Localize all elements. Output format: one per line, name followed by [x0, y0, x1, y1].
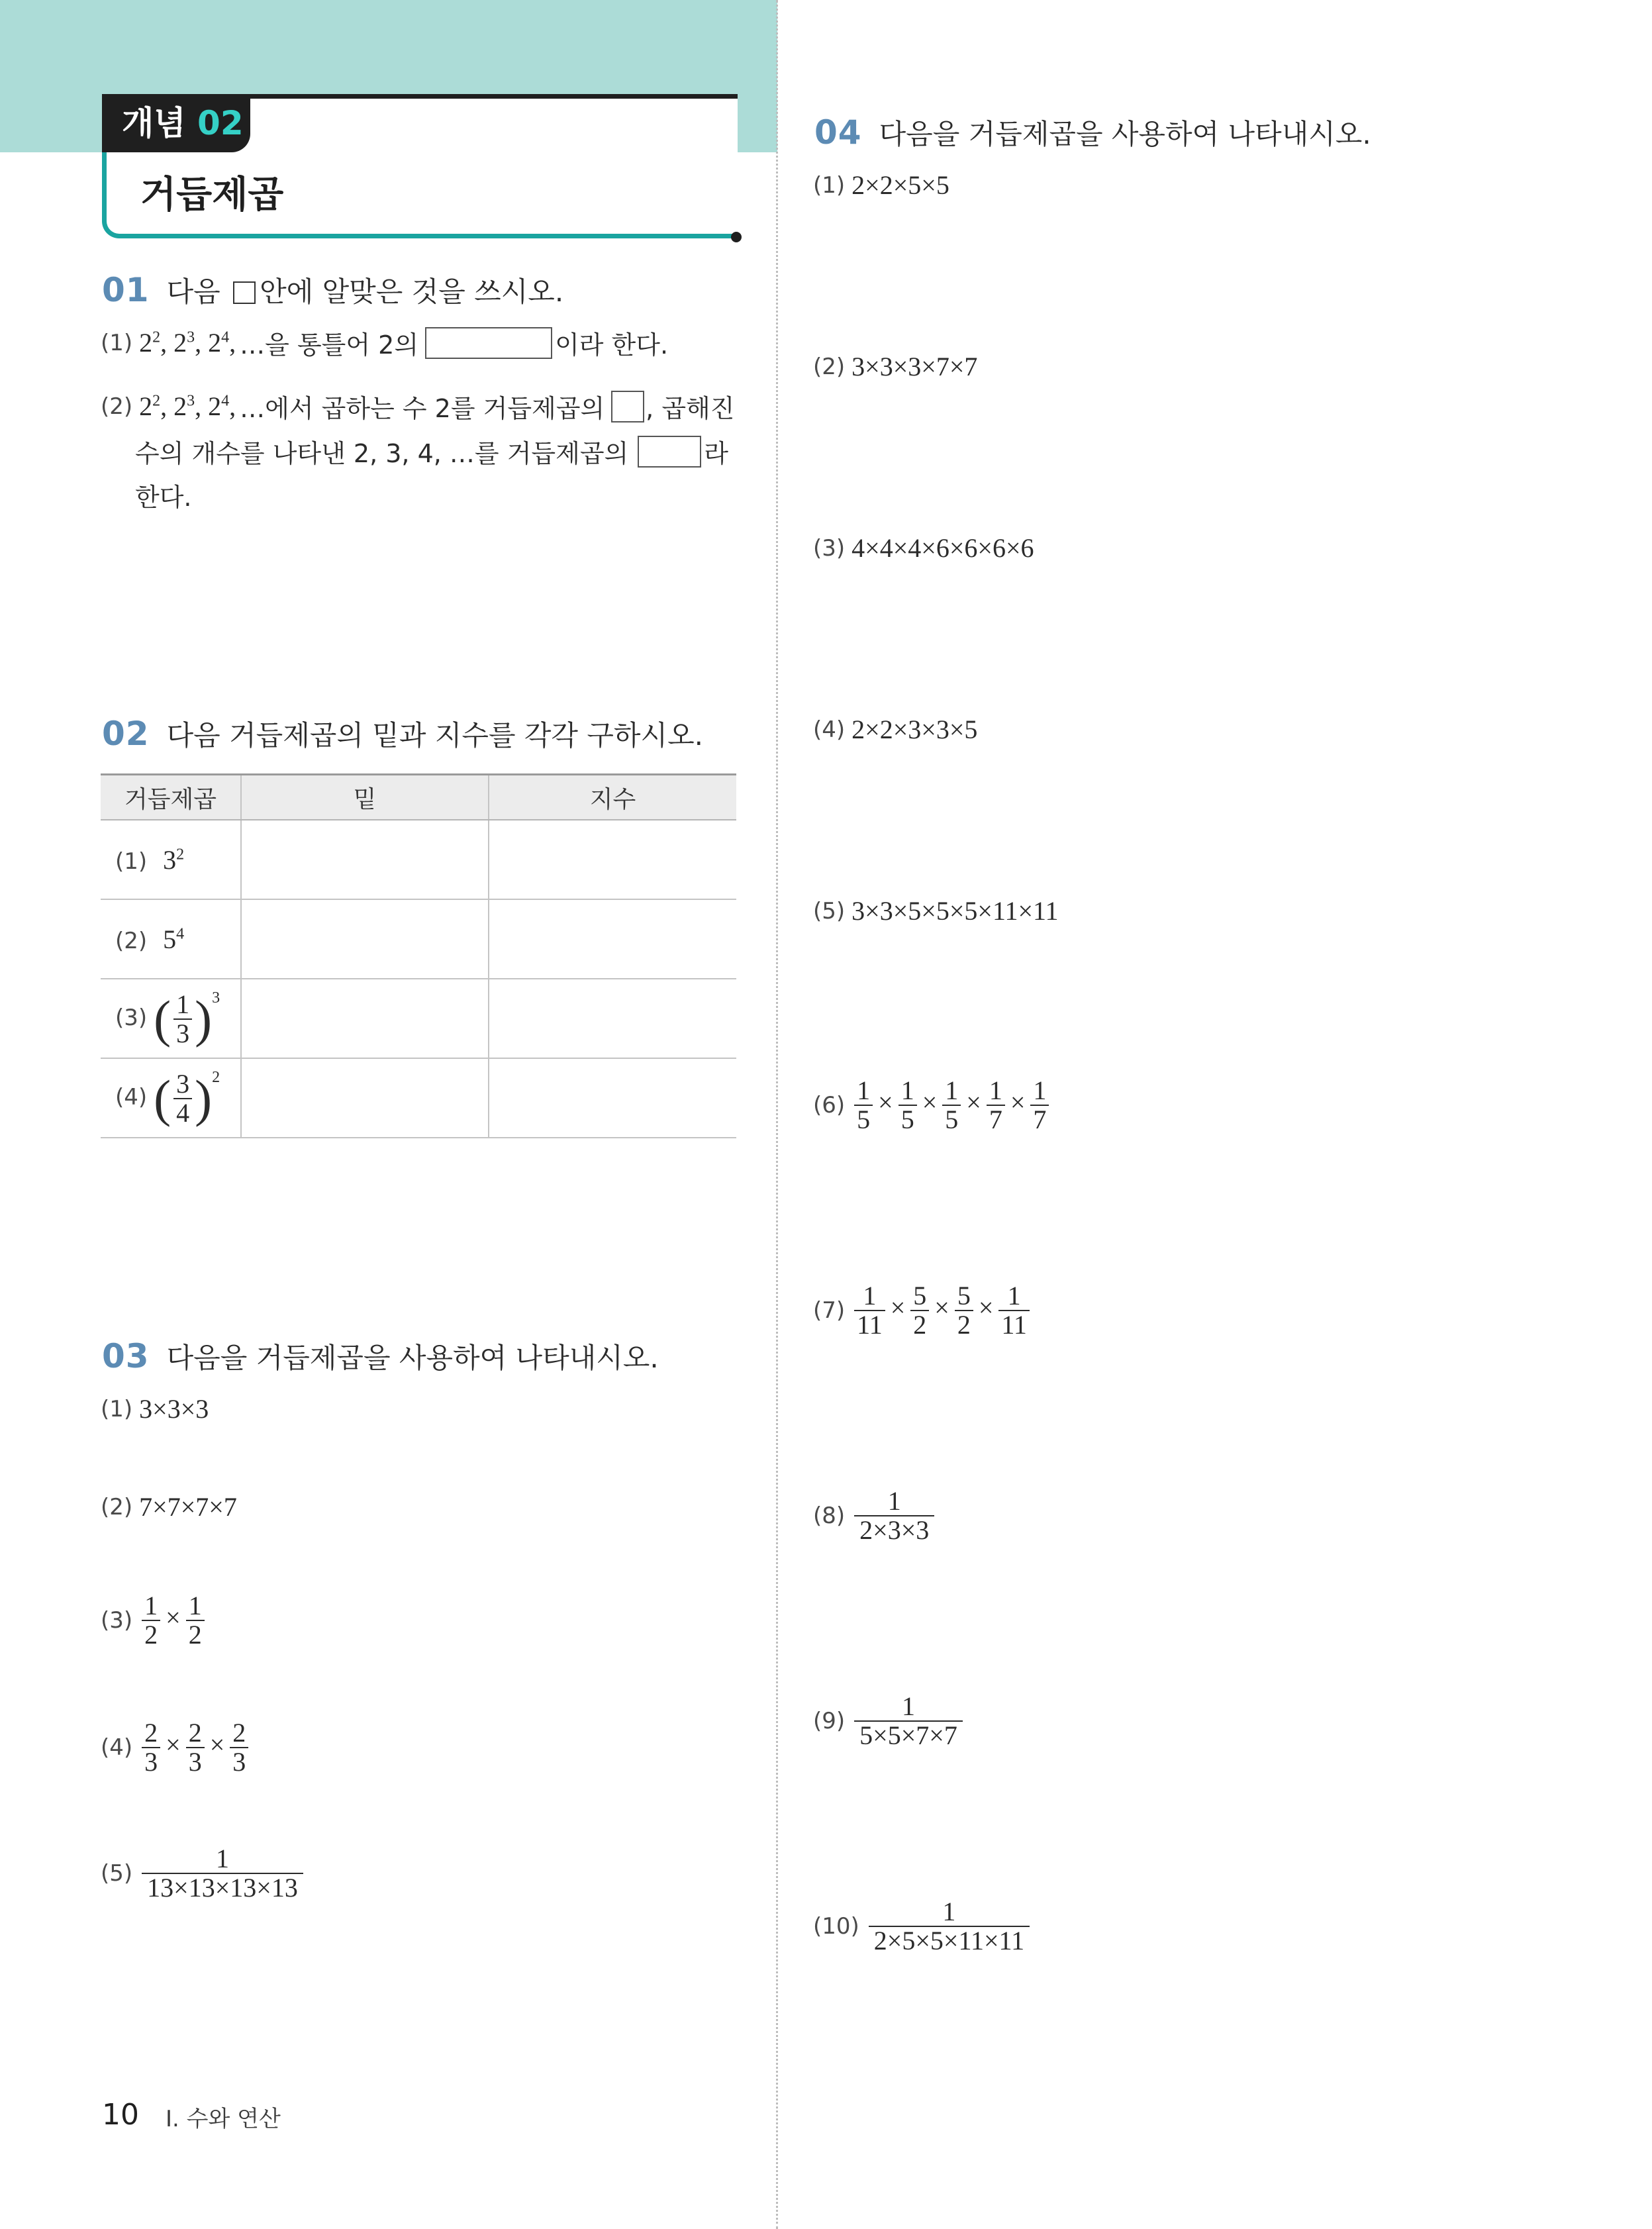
concept-dot [731, 232, 742, 242]
item-expression: 3×3×3×7×7 [851, 352, 978, 381]
power-cell: (3) ( $\frac{1}{3}$ )$^3$ [101, 979, 241, 1058]
fraction-numerator: 1 [902, 1691, 916, 1721]
q01-part1-label: (1) [101, 329, 133, 356]
fraction-numerator: 1 [887, 1486, 901, 1516]
item-label: (5) [101, 1860, 133, 1887]
item-expression: 7×7×7×7 [139, 1492, 237, 1522]
fraction-numerator: 1 [216, 1844, 230, 1873]
page-number: 10 [102, 2098, 139, 2132]
q04-item-1 [813, 170, 949, 201]
q03-heading [102, 1336, 659, 1376]
answer-cell-exponent[interactable] [489, 979, 736, 1058]
q01-part2-label: (2) [101, 393, 133, 420]
fraction-denominator: 2×5×5×11×11 [869, 1926, 1030, 1955]
chapter-label: Ⅰ. 수와 연산 [166, 2106, 281, 2132]
answer-cell-base[interactable] [241, 979, 489, 1058]
item-label: (1) [101, 1395, 133, 1422]
q04-item-6: (6) $\frac{1}{5}$ × $\frac{1}{5}$ × $\frac{1}{5}$ × $\frac{1}{7}$ × $\frac{1}{7}$ [813, 1077, 1051, 1134]
answer-cell-exponent[interactable] [489, 899, 736, 979]
q01-part2-tail: 라 [704, 439, 728, 468]
q01-part2-mid: , 곱해진 [646, 394, 735, 423]
q01-part1-tail: 이라 한다. [555, 330, 669, 360]
q01-part1-powers: $2^2$, $2^3$, $2^4$, [139, 328, 236, 358]
power-cell: (4) ( $\frac{3}{4}$ )$^2$ [101, 1058, 241, 1138]
fraction-numerator: 1 [176, 989, 190, 1019]
q02-number: 02 [102, 715, 150, 753]
item-expression: 4×4×4×6×6×6×6 [851, 533, 1034, 563]
answer-cell-base[interactable] [241, 1058, 489, 1138]
q01-heading [102, 270, 563, 310]
concept-tag [102, 94, 250, 152]
q03-item-2 [101, 1491, 237, 1522]
answer-cell-base[interactable] [241, 899, 489, 979]
q01-part2-powers: $2^2$, $2^3$, $2^4$, [139, 391, 236, 421]
q04-item-10 [813, 1898, 1032, 1955]
concept-tag-number: 02 [197, 104, 244, 142]
answer-blank[interactable] [611, 391, 644, 422]
fraction-denominator: 2×3×3 [854, 1515, 934, 1544]
q04-item-5 [813, 895, 1059, 926]
q03-item-4: (4) $\frac{2}{3}$ × $\frac{2}{3}$ × $\frac{2}{3}$ [101, 1719, 251, 1776]
q03-item-3: (3) $\frac{1}{2}$ × $\frac{1}{2}$ [101, 1592, 207, 1649]
fraction-denominator: 13×13×13×13 [142, 1873, 303, 1902]
table-header: 밑 [241, 775, 489, 820]
q04-item-2 [813, 351, 977, 382]
q01-number: 01 [102, 271, 150, 309]
item-label: (1) [813, 172, 846, 199]
item-label: (6) [813, 1092, 846, 1118]
q01-part1-lead: …을 통틀어 2의 [240, 330, 419, 360]
column-divider [776, 0, 778, 2229]
table-header-row [101, 775, 736, 820]
q02-title: 다음 거듭제곱의 밑과 지수를 각각 구하시오. [166, 719, 703, 752]
item-expression: 2×2×3×3×5 [851, 715, 978, 744]
table-header: 지수 [489, 775, 736, 820]
square-icon [233, 281, 256, 304]
fraction-numerator: 1 [942, 1897, 956, 1926]
q01-part2-line3-text: 한다. [135, 483, 192, 512]
q01-part2-line2 [135, 433, 728, 470]
row-base: 5 [163, 924, 177, 954]
q01-part2-line2-text: 수의 개수를 나타낸 2, 3, 4, …를 거듭제곱의 [135, 439, 629, 468]
concept-title: 거듭제곱 [140, 173, 284, 217]
fraction-denominator: 5×5×7×7 [854, 1720, 963, 1750]
item-label: (7) [813, 1297, 846, 1324]
item-label: (5) [813, 897, 846, 924]
row-exponent: 2 [212, 1069, 220, 1087]
row-label: (4) [115, 1084, 148, 1111]
item-expression: 3×3×5×5×5×11×11 [851, 896, 1059, 926]
row-base: 3 [163, 844, 177, 875]
table-row [101, 820, 736, 899]
item-label: (2) [101, 1493, 133, 1520]
item-expression: 2×2×5×5 [851, 170, 949, 200]
q04-item-8 [813, 1487, 937, 1544]
table-header: 거듭제곱 [101, 775, 241, 820]
q03-item-1 [101, 1393, 209, 1424]
row-label: (2) [115, 927, 148, 954]
q04-heading [814, 113, 1371, 152]
item-label: (3) [813, 534, 846, 562]
item-label: (8) [813, 1503, 846, 1529]
q01-title [167, 270, 564, 310]
q04-item-9 [813, 1693, 965, 1750]
fraction-denominator: 4 [173, 1098, 192, 1127]
table-row [101, 899, 736, 979]
concept-tag-word: 개념 [122, 104, 186, 142]
q01-part2-line3 [135, 477, 192, 513]
item-label: (3) [101, 1607, 133, 1634]
answer-cell-base[interactable] [241, 820, 489, 899]
table-row [101, 1058, 736, 1138]
q03-title: 다음을 거듭제곱을 사용하여 나타내시오. [166, 1342, 659, 1374]
q03-number: 03 [102, 1337, 150, 1375]
row-label: (3) [115, 1005, 148, 1032]
row-exponent: 3 [212, 989, 220, 1007]
item-label: (9) [813, 1708, 846, 1734]
item-expression: 3×3×3 [139, 1394, 209, 1424]
q04-item-4 [813, 714, 977, 745]
q04-number: 04 [814, 113, 862, 152]
q01-title-a: 다음 [166, 275, 220, 308]
item-label: (4) [813, 716, 846, 743]
answer-blank[interactable] [638, 436, 701, 468]
fraction-numerator: 3 [176, 1068, 190, 1099]
q01-part2-line1 [101, 388, 734, 424]
power-cell [101, 899, 241, 979]
item-label: (4) [101, 1734, 133, 1761]
answer-cell-exponent[interactable] [489, 1058, 736, 1138]
q01-part1 [101, 324, 668, 361]
q02-heading [102, 714, 703, 754]
row-exponent: 4 [176, 925, 185, 943]
answer-cell-exponent[interactable] [489, 820, 736, 899]
item-label: (10) [813, 1913, 859, 1940]
row-label: (1) [115, 848, 148, 875]
q01-title-b: 안에 알맞은 것을 쓰시오. [260, 275, 564, 308]
answer-blank[interactable] [425, 327, 552, 359]
q03-item-5 [101, 1845, 306, 1902]
q01-part2-lead: …에서 곱하는 수 2를 거듭제곱의 [240, 394, 605, 423]
q04-item-3 [813, 532, 1034, 564]
power-cell [101, 820, 241, 899]
q04-title: 다음을 거듭제곱을 사용하여 나타내시오. [879, 118, 1371, 150]
q04-item-7: (7) $\frac{1}{11}$ × $\frac{5}{2}$ × $\frac{5}{2}$ × $\frac{1}{11}$ [813, 1282, 1032, 1339]
row-exponent: 2 [176, 846, 185, 864]
fraction-denominator: 3 [173, 1018, 192, 1048]
base-exponent-table [101, 773, 736, 1138]
item-label: (2) [813, 353, 846, 380]
table-row [101, 979, 736, 1058]
